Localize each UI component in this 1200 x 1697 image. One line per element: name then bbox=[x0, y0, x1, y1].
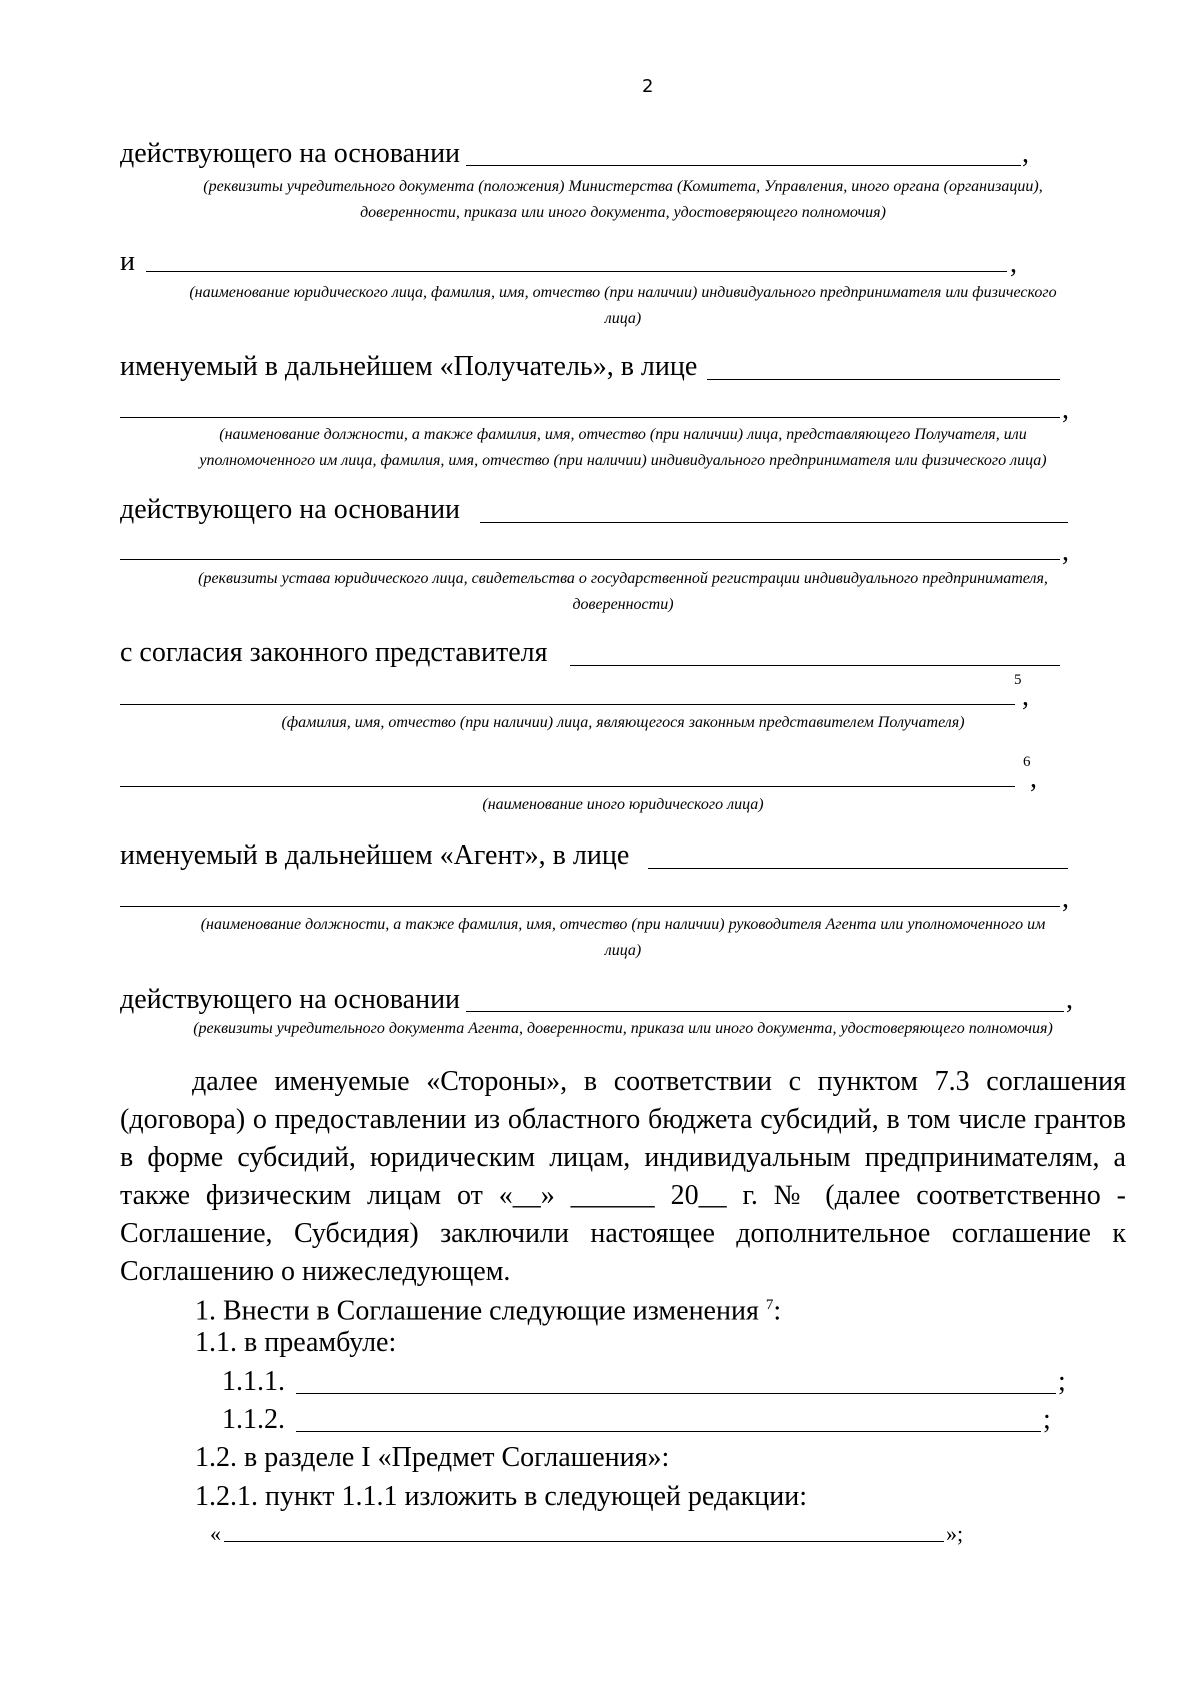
based-on-label: действующего на основании bbox=[120, 494, 461, 525]
item-1-2: 1.2. в разделе I «Предмет Соглашения»: bbox=[195, 1442, 670, 1473]
caption-note: (реквизиты устава юридического лица, свидетельства о государственной регистрации индивидуального предпринимателя, доверенности) bbox=[198, 570, 1048, 613]
caption-note: (наименование должности, а также фамилия, имя, отчество (при наличии) лица, представляющего Получателя, или уполномоченного им лица, фамилия, имя, отчество (при наличии) индивидуального предпринимателя или физического лица) bbox=[199, 426, 1047, 469]
caption-note: (наименование иного юридического лица) bbox=[482, 796, 764, 813]
caption-note: (реквизиты учредительного документа Агента, доверенности, приказа или иного документа, удостоверяющего полномочия) bbox=[193, 1020, 1053, 1037]
recipient-label: именуемый в дальнейшем «Получатель», в лице bbox=[120, 351, 698, 382]
footnote-marker: 5 bbox=[1014, 672, 1022, 688]
based-on-label: действующего на основании bbox=[120, 984, 461, 1015]
fill-line bbox=[296, 1393, 1056, 1394]
comma: , bbox=[1022, 681, 1029, 712]
page-number: 2 bbox=[642, 76, 654, 97]
fill-line bbox=[120, 559, 1060, 560]
item-1: 1. Внести в Соглашение следующие изменения $^7$: bbox=[195, 1295, 782, 1327]
based-on-label: действующего на основании bbox=[120, 138, 461, 169]
semicolon: ; bbox=[1043, 1404, 1051, 1435]
fill-line bbox=[296, 1431, 1041, 1432]
caption-note: (наименование юридического лица, фамилия, имя, отчество (при наличии) индивидуального предпринимателя или физического лица) bbox=[189, 284, 1057, 327]
item-1-1-2: 1.1.2. bbox=[222, 1404, 285, 1435]
caption-note: (наименование должности, а также фамилия, имя, отчество (при наличии) руководителя Агента или уполномоченного им лица) bbox=[200, 916, 1046, 959]
fill-line bbox=[120, 906, 1060, 907]
legal-representative-label: с согласия законного представителя bbox=[120, 637, 548, 668]
fill-line bbox=[224, 1541, 944, 1542]
fill-line bbox=[466, 165, 1021, 166]
semicolon: ; bbox=[1058, 1366, 1066, 1397]
fill-line bbox=[480, 522, 1068, 523]
item-1-1: 1.1. в преамбуле: bbox=[195, 1327, 397, 1358]
comma: , bbox=[1062, 536, 1069, 567]
comma: , bbox=[1062, 394, 1069, 425]
comma: , bbox=[1062, 883, 1069, 914]
fill-line bbox=[570, 665, 1060, 666]
fill-line bbox=[120, 704, 1015, 705]
agent-label: именуемый в дальнейшем «Агент», в лице bbox=[120, 840, 630, 871]
caption-note: (фамилия, имя, отчество (при наличии) лица, являющегося законным представителем Получателя) bbox=[281, 714, 965, 731]
fill-line bbox=[120, 417, 1060, 418]
comma: , bbox=[1066, 984, 1073, 1015]
item-1-1-1: 1.1.1. bbox=[222, 1366, 285, 1397]
and-label: и bbox=[120, 246, 135, 277]
comma: , bbox=[1030, 763, 1037, 794]
quote-open: « bbox=[210, 1521, 221, 1546]
main-paragraph: далее именуемые «Стороны», в соответствии с пунктом 7.3 соглашения (договора) о предоставлении из областного бюджета субсидий, в том числе грантов в форме субсидий, юридическим лицам, индивидуальным предпринимателям, а также физическим лицам от «__» ______ 20__ г. № (далее соответственно - Соглашение, Субсидия) заключили настоящее дополнительное соглашение к Соглашению о нижеследующем. bbox=[120, 1066, 1126, 1287]
fill-line bbox=[466, 1011, 1064, 1012]
comma: , bbox=[1010, 248, 1017, 279]
comma: , bbox=[1022, 138, 1029, 169]
fill-line bbox=[648, 868, 1068, 869]
fill-line bbox=[707, 379, 1060, 380]
fill-line bbox=[146, 271, 1007, 272]
footnote-marker: 6 bbox=[1023, 754, 1031, 770]
quote-close: »; bbox=[946, 1521, 964, 1546]
footnote-marker: 7 bbox=[765, 1297, 774, 1313]
caption-note: (реквизиты учредительного документа (положения) Министерства (Комитета, Управления, иного органа (организации), доверенности, приказа или иного документа, удостоверяющего полномочия) bbox=[203, 178, 1043, 221]
item-1-2-1: 1.2.1. пункт 1.1.1 изложить в следующей редакции: bbox=[195, 1481, 807, 1512]
fill-line bbox=[120, 786, 1015, 787]
